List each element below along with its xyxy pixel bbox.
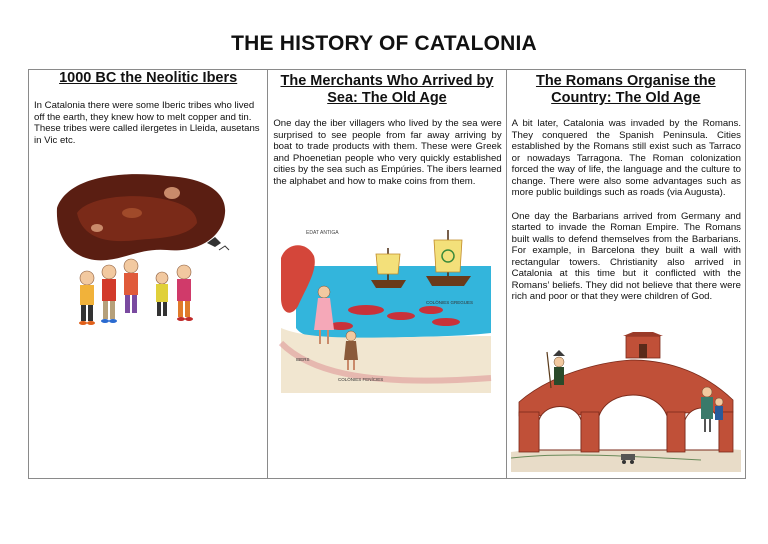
- column-merchants: [268, 70, 506, 478]
- column-heading: 1000 BC the Neolitic Ibers: [59, 70, 238, 86]
- page-title: THE HISTORY OF CATALONIA: [231, 32, 537, 55]
- column-heading: The Romans Organise the Country: The Old Age: [535, 73, 716, 106]
- label-edat-antiga: EDAT ANTIGA: [306, 230, 339, 236]
- label-colonies-gregues: COLÒNIES GREGUES: [426, 300, 474, 305]
- label-ibers: IBERS: [296, 357, 310, 362]
- column-text-2: One day the Barbarians arrived from Germany and started to invade the Roman Empire. The Romans built walls to defend themselves from the Barbarians. For example, in Barcelona they built a wall with rectangular towers. Christianity also arrived in Catalonia at this time but it conflicted with the Romans’ beliefs. They did not believe that there were rich and poor or that they were children of God.: [511, 210, 741, 302]
- column-text: One day the iber villagers who lived by the sea were surprised to see people from far away arriving by boat to trade products with them. These were Greek and Phoenetian people who very quickly established cities by the sea such as Empúries. The ibers learned the alphabet and how to make coins from them.: [273, 118, 502, 187]
- romans-drawing: [511, 332, 741, 472]
- label-colonies-fenicies: COLÒNIES FENÍCIES: [338, 377, 384, 382]
- column-heading: The Merchants Who Arrived by Sea: The Old Age: [280, 73, 494, 106]
- column-text: In Catalonia there were some Iberic tribes who lived off the earth, they knew how to melt copper and tin. These tribes were called ilergetes in Lleida, ausetans in Vic etc.: [34, 100, 260, 146]
- merchants-drawing: [276, 218, 501, 393]
- history-table: [28, 69, 746, 479]
- column-text: A bit later, Catalonia was invaded by the Romans. They conquered the Spanish Peninsula. Cities established by the Romans still exist such as Tarraco or nowadays Tarragona. The Roman colonization forced the way of life, the language and the culture to change. There were also some advantages such as more public buildings such as roads (via Augusta).: [511, 118, 741, 198]
- column-neolitic-ibers: [29, 70, 268, 478]
- ibers-drawing: [47, 168, 237, 348]
- column-romans: [507, 70, 745, 478]
